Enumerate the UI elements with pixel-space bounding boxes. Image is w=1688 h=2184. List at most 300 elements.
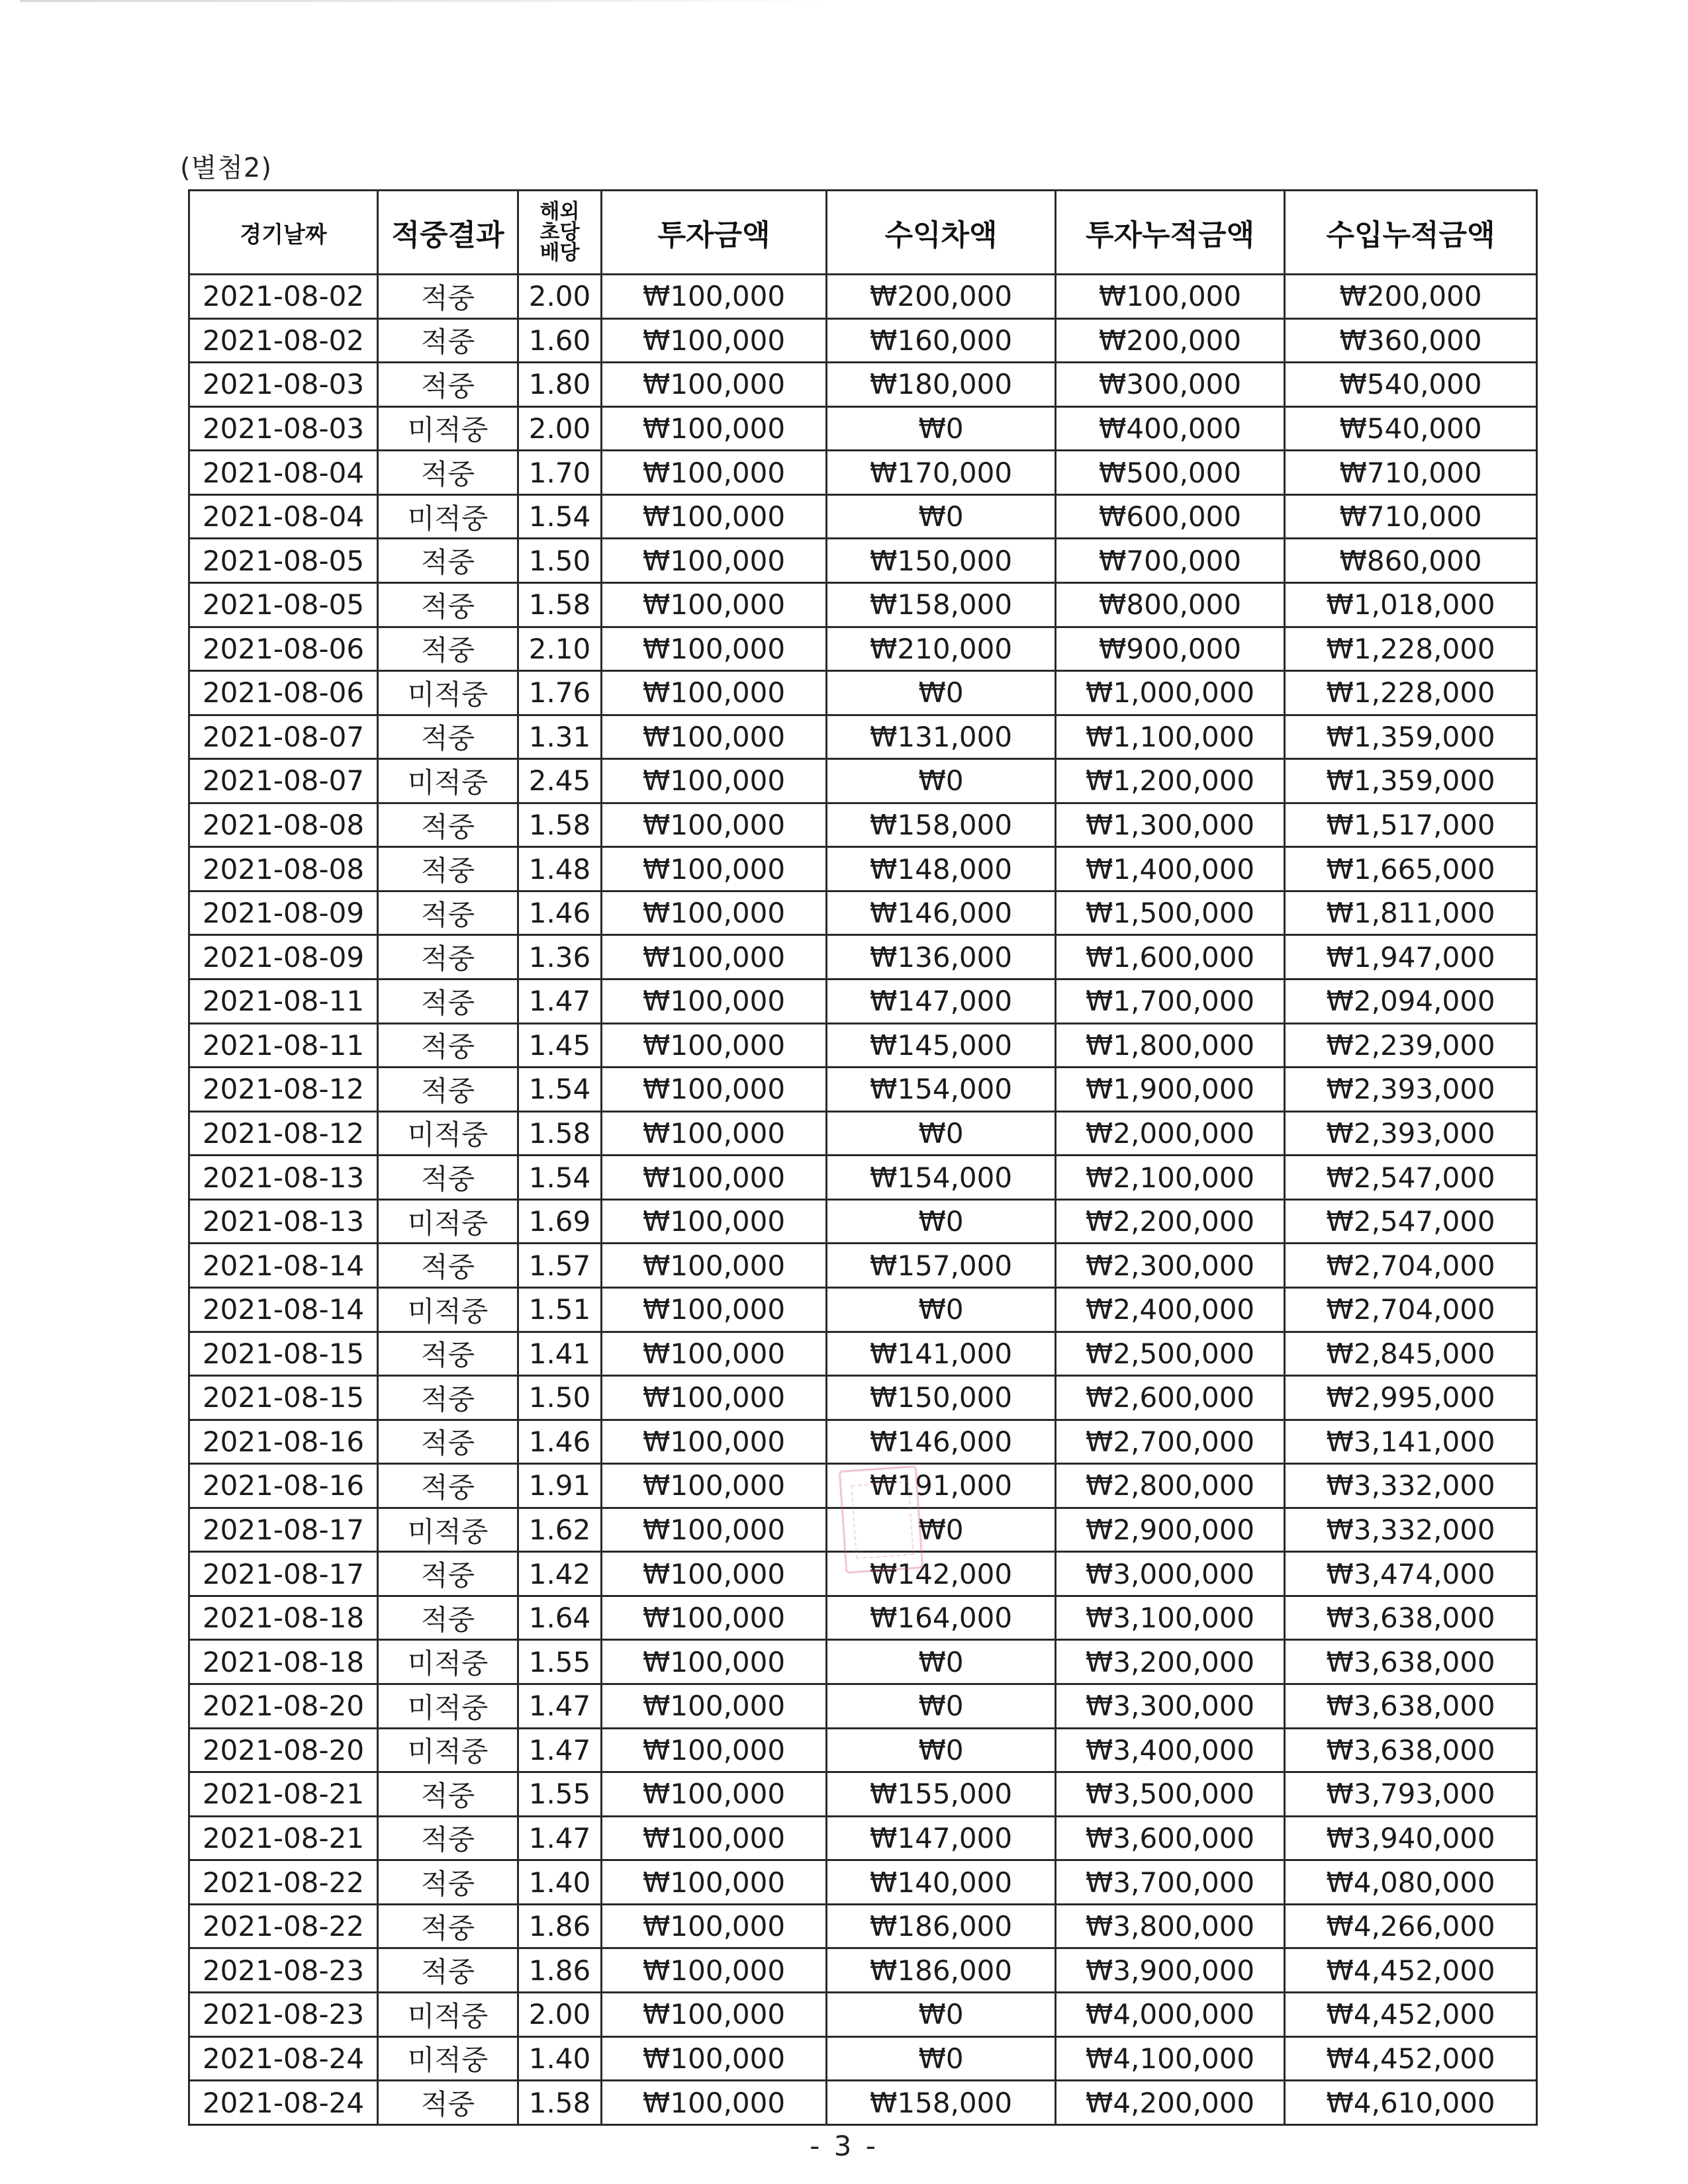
scan-edge-line xyxy=(20,0,827,2)
cell-result: 적중 xyxy=(378,451,518,495)
page-number: - 3 - xyxy=(810,2130,878,2162)
header-investment: 투자금액 xyxy=(602,191,827,275)
cell-profit: ₩170,000 xyxy=(827,451,1056,495)
cell-profit: ₩0 xyxy=(827,1199,1056,1244)
cell-investment: ₩100,000 xyxy=(602,847,827,891)
table-row xyxy=(189,1992,1537,2036)
cell-odds: 1.47 xyxy=(518,1728,602,1772)
cell-cum-income: ₩4,452,000 xyxy=(1285,1992,1537,2036)
cell-date: 2021-08-11 xyxy=(189,1023,378,1068)
cell-cum-income: ₩1,228,000 xyxy=(1285,627,1537,671)
cell-investment: ₩100,000 xyxy=(602,1508,827,1552)
cell-result: 적중 xyxy=(378,1860,518,1905)
cell-date: 2021-08-03 xyxy=(189,363,378,407)
cell-investment: ₩100,000 xyxy=(602,451,827,495)
cell-cum-investment: ₩3,500,000 xyxy=(1056,1772,1285,1817)
cell-date: 2021-08-21 xyxy=(189,1816,378,1860)
table-row xyxy=(189,847,1537,891)
table-row xyxy=(189,1860,1537,1905)
cell-investment: ₩100,000 xyxy=(602,1156,827,1200)
cell-odds: 1.46 xyxy=(518,1420,602,1464)
cell-result: 적중 xyxy=(378,2081,518,2125)
cell-investment: ₩100,000 xyxy=(602,1464,827,1508)
cell-profit: ₩0 xyxy=(827,494,1056,539)
annex-label: (별첨2) xyxy=(180,153,272,183)
cell-investment: ₩100,000 xyxy=(602,1904,827,1948)
cell-cum-income: ₩4,452,000 xyxy=(1285,2036,1537,2081)
table-row xyxy=(189,1199,1537,1244)
cell-investment: ₩100,000 xyxy=(602,1552,827,1596)
cell-investment: ₩100,000 xyxy=(602,318,827,363)
cell-result: 적중 xyxy=(378,1068,518,1112)
cell-odds: 1.58 xyxy=(518,582,602,627)
cell-cum-investment: ₩2,100,000 xyxy=(1056,1156,1285,1200)
cell-investment: ₩100,000 xyxy=(602,2036,827,2081)
cell-cum-income: ₩1,359,000 xyxy=(1285,715,1537,759)
cell-date: 2021-08-24 xyxy=(189,2036,378,2081)
cell-profit: ₩0 xyxy=(827,2036,1056,2081)
cell-cum-income: ₩2,393,000 xyxy=(1285,1111,1537,1156)
table-row xyxy=(189,1420,1537,1464)
cell-result: 적중 xyxy=(378,1552,518,1596)
header-profit: 수익차액 xyxy=(827,191,1056,275)
cell-profit: ₩147,000 xyxy=(827,1816,1056,1860)
cell-result: 미적중 xyxy=(378,671,518,715)
cell-result: 적중 xyxy=(378,1772,518,1817)
cell-odds: 1.62 xyxy=(518,1508,602,1552)
cell-cum-investment: ₩2,500,000 xyxy=(1056,1332,1285,1376)
table-row xyxy=(189,582,1537,627)
cell-date: 2021-08-06 xyxy=(189,671,378,715)
cell-cum-income: ₩860,000 xyxy=(1285,539,1537,583)
cell-investment: ₩100,000 xyxy=(602,891,827,935)
cell-result: 적중 xyxy=(378,715,518,759)
cell-cum-investment: ₩2,900,000 xyxy=(1056,1508,1285,1552)
cell-cum-income: ₩2,704,000 xyxy=(1285,1287,1537,1332)
cell-cum-investment: ₩3,300,000 xyxy=(1056,1684,1285,1729)
cell-profit: ₩155,000 xyxy=(827,1772,1056,1817)
cell-cum-income: ₩710,000 xyxy=(1285,451,1537,495)
cell-cum-investment: ₩2,300,000 xyxy=(1056,1244,1285,1288)
cell-cum-income: ₩2,547,000 xyxy=(1285,1156,1537,1200)
cell-odds: 1.58 xyxy=(518,2081,602,2125)
cell-odds: 2.00 xyxy=(518,275,602,319)
cell-investment: ₩100,000 xyxy=(602,1244,827,1288)
cell-date: 2021-08-09 xyxy=(189,935,378,979)
cell-cum-income: ₩200,000 xyxy=(1285,275,1537,319)
cell-cum-investment: ₩1,900,000 xyxy=(1056,1068,1285,1112)
cell-investment: ₩100,000 xyxy=(602,363,827,407)
cell-investment: ₩100,000 xyxy=(602,1684,827,1729)
cell-date: 2021-08-03 xyxy=(189,406,378,451)
cell-investment: ₩100,000 xyxy=(602,671,827,715)
cell-profit: ₩0 xyxy=(827,1287,1056,1332)
cell-odds: 1.60 xyxy=(518,318,602,363)
cell-investment: ₩100,000 xyxy=(602,582,827,627)
cell-result: 적중 xyxy=(378,275,518,319)
table-row xyxy=(189,1068,1537,1112)
cell-date: 2021-08-02 xyxy=(189,318,378,363)
cell-cum-income: ₩4,080,000 xyxy=(1285,1860,1537,1905)
cell-cum-income: ₩710,000 xyxy=(1285,494,1537,539)
cell-profit: ₩145,000 xyxy=(827,1023,1056,1068)
cell-result: 미적중 xyxy=(378,2036,518,2081)
cell-cum-income: ₩2,995,000 xyxy=(1285,1376,1537,1420)
cell-date: 2021-08-06 xyxy=(189,627,378,671)
cell-date: 2021-08-17 xyxy=(189,1552,378,1596)
cell-cum-income: ₩2,704,000 xyxy=(1285,1244,1537,1288)
cell-profit: ₩146,000 xyxy=(827,1420,1056,1464)
cell-cum-investment: ₩3,200,000 xyxy=(1056,1640,1285,1684)
cell-date: 2021-08-23 xyxy=(189,1992,378,2036)
cell-result: 적중 xyxy=(378,979,518,1024)
cell-result: 미적중 xyxy=(378,1992,518,2036)
cell-profit: ₩0 xyxy=(827,1684,1056,1729)
cell-odds: 1.47 xyxy=(518,1684,602,1729)
cell-cum-investment: ₩3,600,000 xyxy=(1056,1816,1285,1860)
cell-profit: ₩148,000 xyxy=(827,847,1056,891)
cell-cum-income: ₩360,000 xyxy=(1285,318,1537,363)
cell-date: 2021-08-11 xyxy=(189,979,378,1024)
cell-cum-income: ₩2,547,000 xyxy=(1285,1199,1537,1244)
cell-investment: ₩100,000 xyxy=(602,979,827,1024)
cell-investment: ₩100,000 xyxy=(602,1596,827,1640)
cell-cum-investment: ₩2,200,000 xyxy=(1056,1199,1285,1244)
cell-cum-investment: ₩200,000 xyxy=(1056,318,1285,363)
cell-profit: ₩158,000 xyxy=(827,2081,1056,2125)
cell-investment: ₩100,000 xyxy=(602,1111,827,1156)
table-row xyxy=(189,759,1537,803)
cell-cum-income: ₩1,665,000 xyxy=(1285,847,1537,891)
cell-cum-income: ₩4,452,000 xyxy=(1285,1948,1537,1993)
cell-odds: 1.69 xyxy=(518,1199,602,1244)
cell-cum-investment: ₩500,000 xyxy=(1056,451,1285,495)
cell-odds: 1.58 xyxy=(518,803,602,847)
cell-profit: ₩154,000 xyxy=(827,1156,1056,1200)
cell-odds: 1.76 xyxy=(518,671,602,715)
cell-result: 적중 xyxy=(378,1464,518,1508)
table-body xyxy=(189,275,1537,2125)
cell-result: 미적중 xyxy=(378,759,518,803)
cell-odds: 1.86 xyxy=(518,1948,602,1993)
cell-date: 2021-08-20 xyxy=(189,1684,378,1729)
cell-odds: 1.91 xyxy=(518,1464,602,1508)
cell-date: 2021-08-08 xyxy=(189,803,378,847)
cell-investment: ₩100,000 xyxy=(602,275,827,319)
cell-cum-investment: ₩3,900,000 xyxy=(1056,1948,1285,1993)
cell-profit: ₩186,000 xyxy=(827,1948,1056,1993)
cell-odds: 2.00 xyxy=(518,406,602,451)
cell-result: 미적중 xyxy=(378,1287,518,1332)
cell-cum-income: ₩540,000 xyxy=(1285,363,1537,407)
cell-profit: ₩154,000 xyxy=(827,1068,1056,1112)
cell-result: 적중 xyxy=(378,803,518,847)
cell-odds: 1.40 xyxy=(518,1860,602,1905)
cell-odds: 1.31 xyxy=(518,715,602,759)
header-odds-line: 초당 xyxy=(539,220,580,244)
cell-cum-income: ₩1,811,000 xyxy=(1285,891,1537,935)
cell-result: 적중 xyxy=(378,847,518,891)
cell-cum-investment: ₩2,400,000 xyxy=(1056,1287,1285,1332)
table-row xyxy=(189,494,1537,539)
cell-result: 적중 xyxy=(378,1904,518,1948)
cell-cum-investment: ₩4,100,000 xyxy=(1056,2036,1285,2081)
cell-date: 2021-08-16 xyxy=(189,1420,378,1464)
cell-result: 미적중 xyxy=(378,406,518,451)
cell-profit: ₩0 xyxy=(827,1508,1056,1552)
cell-cum-income: ₩1,018,000 xyxy=(1285,582,1537,627)
table-row xyxy=(189,891,1537,935)
cell-investment: ₩100,000 xyxy=(602,1068,827,1112)
cell-result: 적중 xyxy=(378,1948,518,1993)
table-row xyxy=(189,406,1537,451)
cell-cum-investment: ₩1,000,000 xyxy=(1056,671,1285,715)
cell-date: 2021-08-15 xyxy=(189,1332,378,1376)
table-row xyxy=(189,1772,1537,1817)
table-row xyxy=(189,803,1537,847)
table-row xyxy=(189,671,1537,715)
cell-cum-investment: ₩900,000 xyxy=(1056,627,1285,671)
cell-odds: 2.00 xyxy=(518,1992,602,2036)
cell-odds: 1.40 xyxy=(518,2036,602,2081)
cell-cum-investment: ₩3,100,000 xyxy=(1056,1596,1285,1640)
cell-investment: ₩100,000 xyxy=(602,1332,827,1376)
cell-cum-investment: ₩300,000 xyxy=(1056,363,1285,407)
cell-odds: 1.41 xyxy=(518,1332,602,1376)
cell-investment: ₩100,000 xyxy=(602,1860,827,1905)
cell-date: 2021-08-05 xyxy=(189,539,378,583)
table-row xyxy=(189,1376,1537,1420)
table-header-row xyxy=(189,191,1537,275)
cell-profit: ₩210,000 xyxy=(827,627,1056,671)
cell-cum-income: ₩1,228,000 xyxy=(1285,671,1537,715)
table-row xyxy=(189,1684,1537,1729)
cell-profit: ₩150,000 xyxy=(827,539,1056,583)
cell-profit: ₩0 xyxy=(827,1111,1056,1156)
cell-cum-income: ₩4,266,000 xyxy=(1285,1904,1537,1948)
cell-profit: ₩140,000 xyxy=(827,1860,1056,1905)
cell-date: 2021-08-23 xyxy=(189,1948,378,1993)
cell-investment: ₩100,000 xyxy=(602,1199,827,1244)
cell-date: 2021-08-18 xyxy=(189,1640,378,1684)
cell-cum-investment: ₩600,000 xyxy=(1056,494,1285,539)
cell-investment: ₩100,000 xyxy=(602,1772,827,1817)
cell-cum-investment: ₩1,400,000 xyxy=(1056,847,1285,891)
cell-date: 2021-08-09 xyxy=(189,891,378,935)
cell-result: 미적중 xyxy=(378,1508,518,1552)
cell-cum-income: ₩3,332,000 xyxy=(1285,1508,1537,1552)
cell-date: 2021-08-14 xyxy=(189,1287,378,1332)
cell-date: 2021-08-04 xyxy=(189,451,378,495)
table-row xyxy=(189,1023,1537,1068)
cell-result: 적중 xyxy=(378,935,518,979)
header-odds xyxy=(518,191,602,275)
cell-date: 2021-08-07 xyxy=(189,715,378,759)
cell-cum-investment: ₩800,000 xyxy=(1056,582,1285,627)
cell-date: 2021-08-13 xyxy=(189,1199,378,1244)
cell-result: 적중 xyxy=(378,1244,518,1288)
header-date: 경기날짜 xyxy=(189,191,378,275)
cell-cum-investment: ₩700,000 xyxy=(1056,539,1285,583)
cell-cum-income: ₩3,638,000 xyxy=(1285,1728,1537,1772)
cell-date: 2021-08-12 xyxy=(189,1068,378,1112)
cell-investment: ₩100,000 xyxy=(602,1640,827,1684)
cell-odds: 1.57 xyxy=(518,1244,602,1288)
cell-profit: ₩142,000 xyxy=(827,1552,1056,1596)
cell-investment: ₩100,000 xyxy=(602,1816,827,1860)
cell-odds: 1.54 xyxy=(518,494,602,539)
cell-result: 적중 xyxy=(378,1332,518,1376)
cell-profit: ₩164,000 xyxy=(827,1596,1056,1640)
cell-date: 2021-08-24 xyxy=(189,2081,378,2125)
cell-investment: ₩100,000 xyxy=(602,494,827,539)
cell-profit: ₩160,000 xyxy=(827,318,1056,363)
cell-result: 적중 xyxy=(378,891,518,935)
cell-cum-investment: ₩3,800,000 xyxy=(1056,1904,1285,1948)
cell-investment: ₩100,000 xyxy=(602,2081,827,2125)
cell-date: 2021-08-02 xyxy=(189,275,378,319)
cell-cum-income: ₩2,094,000 xyxy=(1285,979,1537,1024)
cell-profit: ₩180,000 xyxy=(827,363,1056,407)
cell-cum-investment: ₩1,300,000 xyxy=(1056,803,1285,847)
table-row xyxy=(189,715,1537,759)
table-row xyxy=(189,1287,1537,1332)
faint-stamp-mark xyxy=(839,1465,924,1574)
cell-profit: ₩147,000 xyxy=(827,979,1056,1024)
cell-odds: 1.48 xyxy=(518,847,602,891)
table-row xyxy=(189,1640,1537,1684)
cell-result: 미적중 xyxy=(378,1111,518,1156)
table-row xyxy=(189,1596,1537,1640)
cell-cum-income: ₩3,141,000 xyxy=(1285,1420,1537,1464)
cell-odds: 1.80 xyxy=(518,363,602,407)
cell-investment: ₩100,000 xyxy=(602,1023,827,1068)
cell-cum-income: ₩3,793,000 xyxy=(1285,1772,1537,1817)
table-row xyxy=(189,627,1537,671)
cell-odds: 1.58 xyxy=(518,1111,602,1156)
cell-cum-income: ₩2,393,000 xyxy=(1285,1068,1537,1112)
cell-odds: 1.50 xyxy=(518,1376,602,1420)
cell-profit: ₩0 xyxy=(827,1728,1056,1772)
cell-odds: 1.54 xyxy=(518,1068,602,1112)
cell-cum-income: ₩1,947,000 xyxy=(1285,935,1537,979)
cell-odds: 1.55 xyxy=(518,1772,602,1817)
header-result: 적중결과 xyxy=(378,191,518,275)
table-row xyxy=(189,1816,1537,1860)
cell-odds: 1.55 xyxy=(518,1640,602,1684)
cell-profit: ₩0 xyxy=(827,671,1056,715)
table-row xyxy=(189,363,1537,407)
cell-result: 적중 xyxy=(378,318,518,363)
header-cum-investment: 투자누적금액 xyxy=(1056,191,1285,275)
cell-result: 미적중 xyxy=(378,1728,518,1772)
cell-odds: 1.54 xyxy=(518,1156,602,1200)
cell-cum-income: ₩540,000 xyxy=(1285,406,1537,451)
table-row xyxy=(189,2036,1537,2081)
cell-cum-income: ₩3,638,000 xyxy=(1285,1640,1537,1684)
cell-odds: 1.46 xyxy=(518,891,602,935)
cell-cum-investment: ₩1,100,000 xyxy=(1056,715,1285,759)
table-row xyxy=(189,1244,1537,1288)
cell-profit: ₩186,000 xyxy=(827,1904,1056,1948)
table-row xyxy=(189,1156,1537,1200)
cell-result: 미적중 xyxy=(378,1199,518,1244)
cell-cum-investment: ₩4,000,000 xyxy=(1056,1992,1285,2036)
cell-cum-income: ₩3,638,000 xyxy=(1285,1596,1537,1640)
table-row xyxy=(189,1332,1537,1376)
table-row xyxy=(189,1111,1537,1156)
table-row xyxy=(189,979,1537,1024)
cell-result: 미적중 xyxy=(378,494,518,539)
cell-result: 적중 xyxy=(378,1023,518,1068)
cell-result: 미적중 xyxy=(378,1640,518,1684)
cell-cum-investment: ₩1,200,000 xyxy=(1056,759,1285,803)
cell-date: 2021-08-08 xyxy=(189,847,378,891)
cell-date: 2021-08-22 xyxy=(189,1860,378,1905)
cell-date: 2021-08-22 xyxy=(189,1904,378,1948)
cell-profit: ₩136,000 xyxy=(827,935,1056,979)
table-row xyxy=(189,275,1537,319)
cell-odds: 2.10 xyxy=(518,627,602,671)
cell-cum-income: ₩4,610,000 xyxy=(1285,2081,1537,2125)
cell-profit: ₩131,000 xyxy=(827,715,1056,759)
cell-profit: ₩141,000 xyxy=(827,1332,1056,1376)
cell-cum-income: ₩1,517,000 xyxy=(1285,803,1537,847)
cell-odds: 1.70 xyxy=(518,451,602,495)
cell-result: 적중 xyxy=(378,539,518,583)
cell-investment: ₩100,000 xyxy=(602,1420,827,1464)
cell-date: 2021-08-14 xyxy=(189,1244,378,1288)
cell-result: 적중 xyxy=(378,1156,518,1200)
cell-cum-income: ₩3,332,000 xyxy=(1285,1464,1537,1508)
cell-profit: ₩158,000 xyxy=(827,582,1056,627)
cell-cum-investment: ₩2,700,000 xyxy=(1056,1420,1285,1464)
table-row xyxy=(189,935,1537,979)
betting-results-table xyxy=(188,189,1538,2126)
cell-odds: 2.45 xyxy=(518,759,602,803)
cell-profit: ₩150,000 xyxy=(827,1376,1056,1420)
header-odds-line: 해외 xyxy=(539,199,580,224)
cell-profit: ₩0 xyxy=(827,1992,1056,2036)
cell-cum-investment: ₩4,200,000 xyxy=(1056,2081,1285,2125)
cell-date: 2021-08-04 xyxy=(189,494,378,539)
cell-odds: 1.51 xyxy=(518,1287,602,1332)
cell-investment: ₩100,000 xyxy=(602,803,827,847)
cell-result: 미적중 xyxy=(378,1684,518,1729)
cell-cum-investment: ₩1,500,000 xyxy=(1056,891,1285,935)
cell-investment: ₩100,000 xyxy=(602,539,827,583)
cell-investment: ₩100,000 xyxy=(602,1376,827,1420)
table-row xyxy=(189,1904,1537,1948)
table-row xyxy=(189,2081,1537,2125)
cell-odds: 1.64 xyxy=(518,1596,602,1640)
cell-odds: 1.42 xyxy=(518,1552,602,1596)
cell-date: 2021-08-20 xyxy=(189,1728,378,1772)
cell-investment: ₩100,000 xyxy=(602,1287,827,1332)
cell-date: 2021-08-17 xyxy=(189,1508,378,1552)
table-row xyxy=(189,539,1537,583)
cell-cum-investment: ₩1,600,000 xyxy=(1056,935,1285,979)
cell-investment: ₩100,000 xyxy=(602,1948,827,1993)
cell-investment: ₩100,000 xyxy=(602,935,827,979)
table-row xyxy=(189,1948,1537,1993)
cell-profit: ₩146,000 xyxy=(827,891,1056,935)
table-row xyxy=(189,451,1537,495)
cell-profit: ₩157,000 xyxy=(827,1244,1056,1288)
cell-cum-investment: ₩1,800,000 xyxy=(1056,1023,1285,1068)
cell-date: 2021-08-18 xyxy=(189,1596,378,1640)
cell-result: 적중 xyxy=(378,1376,518,1420)
